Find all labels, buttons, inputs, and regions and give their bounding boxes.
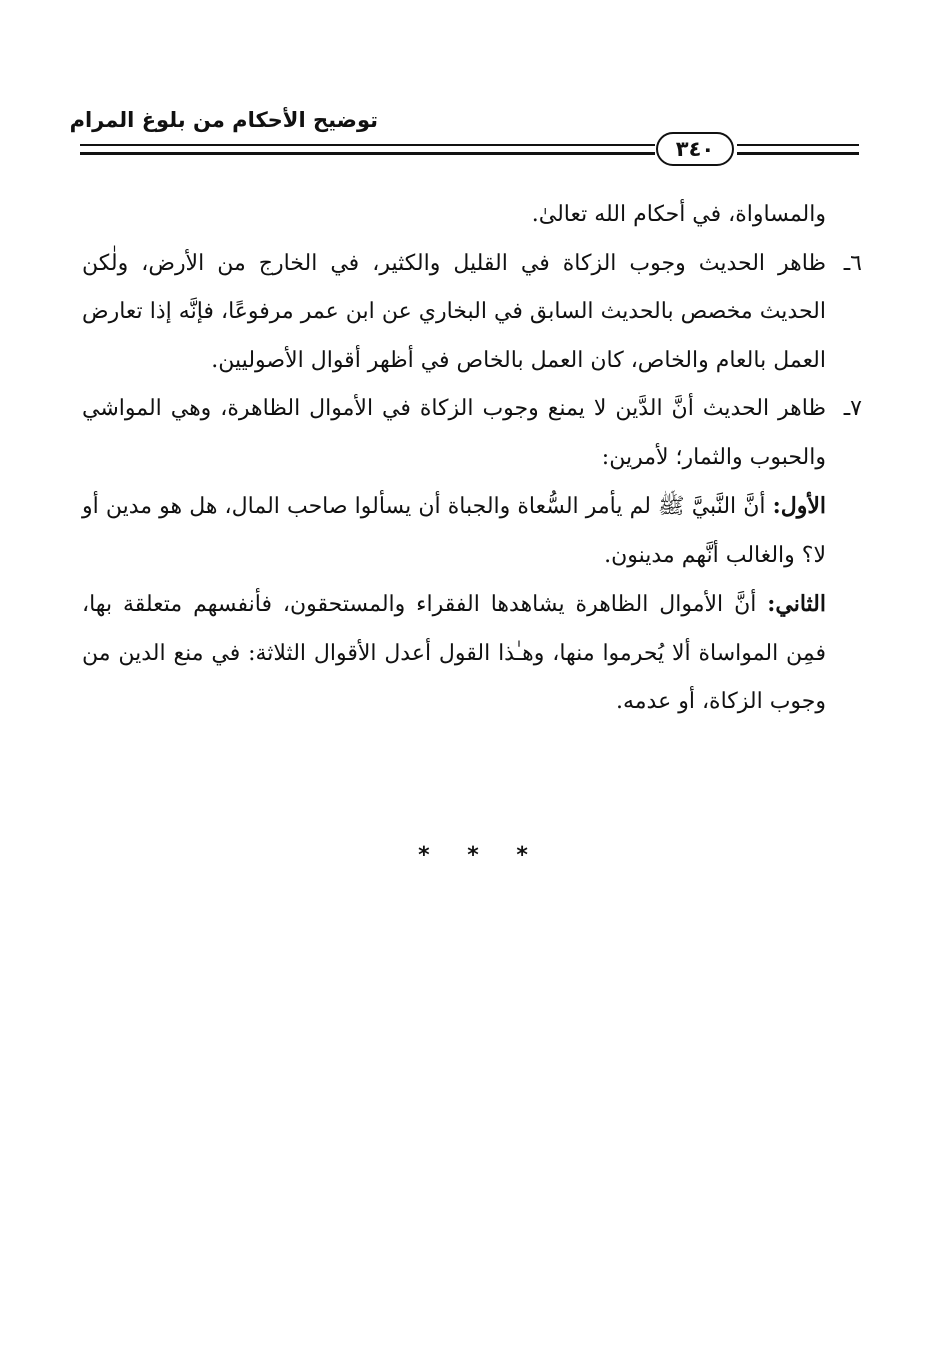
section-separator-stars: * * * [418,843,528,868]
list-item-7-number: ٧ـ [843,396,862,421]
header-rule-right-top [737,144,859,146]
list-item-7 [82,385,862,482]
second-reason-text: أنَّ الأموال الظاهرة يشاهدها الفقراء والمستحقون، فأنفسهم متعلقة بها، فمِن المواساة ألا يُحرموا منها، وهـٰذا القول أعدل الأقوال الثلاثة: في منع الدين من وجوب الزكاة، أو عدمه. [82,592,826,714]
second-reason-label: الثاني: [767,591,826,617]
header-rule-left-bottom [80,152,655,155]
second-reason-paragraph [82,580,862,727]
first-reason-label: الأول: [772,493,826,519]
header-rule-left-top [80,144,655,146]
page-body [82,191,862,727]
continuation-paragraph: والمساواة، في أحكام الله تعالىٰ. [531,202,826,227]
list-item-6 [82,240,862,386]
list-item-7-text: ظاهر الحديث أنَّ الدَّين لا يمنع وجوب الزكاة في الأموال الظاهرة، وهي المواشي والحبوب والثمار؛ لأمرين: [82,396,826,470]
header-rule-right-bottom [737,152,859,155]
page-number-badge: ٣٤٠ [656,132,734,166]
first-reason-text: أنَّ النَّبيَّ ﷺ لم يأمر السُّعاة والجباة أن يسألوا صاحب المال، هل هو مدين أو لا؟ والغالب أنَّهم مدينون. [82,494,826,568]
first-reason-paragraph [82,482,862,580]
list-item-6-text: ظاهر الحديث وجوب الزكاة في القليل والكثير، في الخارج من الأرض، ولٰكن الحديث مخصص بالحديث السابق في البخاري عن ابن عمر مرفوعًا، فإنَّه إذا تعارض العمل بالعام والخاص، كان العمل بالخاص في أظهر أقوال الأصوليين. [82,250,826,373]
list-item-6-number: ٦ـ [843,250,862,276]
running-header-title: توضيح الأحكام من بلوغ المرام [69,108,378,132]
